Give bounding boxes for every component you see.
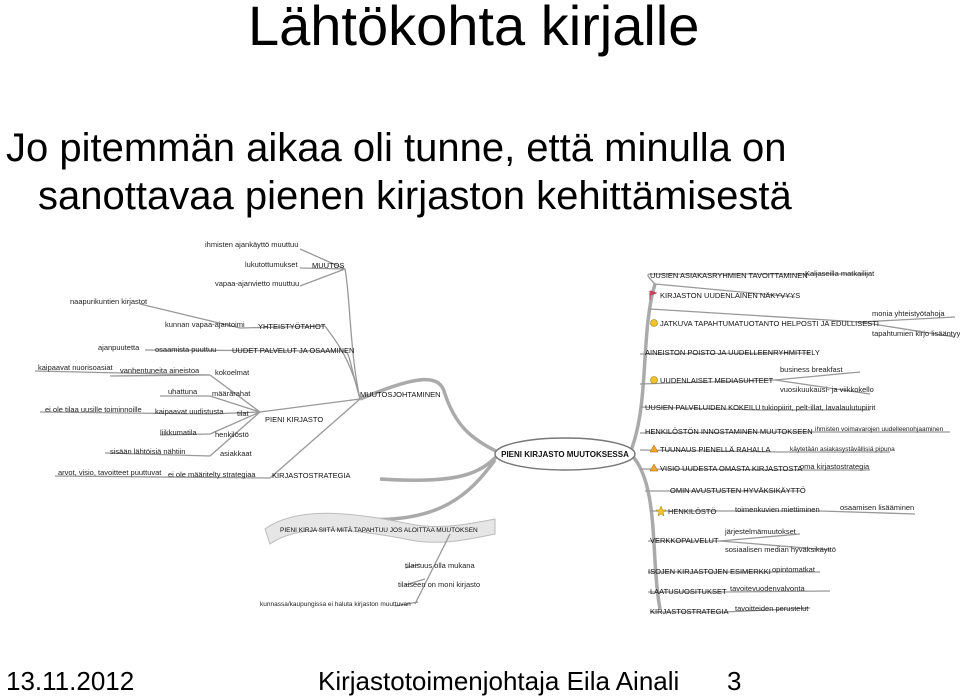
mm-right-leaf-8: oma kirjastostrategia [800,462,870,471]
mm-right-branch-14: KIRJASTOSTRATEGIA [650,607,729,616]
mm-left-leaf-20: ei ole määritelty strategiaa [168,470,256,479]
mm-left-leaf-4: kunnan vapaa-ajantoimi [165,320,245,329]
mm-right-leaf-7: käytetään asiakasystävällisiä pipuna [790,446,895,453]
mm-left-leaf-21: tilaisuus olla mukana [405,561,475,570]
mm-left-leaf-6: osaamista puuttuu [155,345,217,354]
mindmap-image [0,234,960,629]
mindmap-center-label: PIENI KIRJASTO MUUTOKSESSA [501,450,629,459]
mm-left-branch-6: PIENI KIRJA SIITÄ MITÄ TAPAHTUU JOS ALOITTAA MUUTOKSEN [280,527,478,534]
mm-right-leaf-11: järjestelmämuutokset [725,527,796,536]
mm-left-branch-5: KIRJASTOSTRATEGIA [272,471,351,480]
mm-left-leaf-19: arvot, visio, tavoitteet puuttuvat [58,468,162,477]
mm-left-branch-4: PIENI KIRJASTO [265,415,324,424]
mm-right-branch-13: LAATUSUOSITUKSET [650,587,727,596]
mm-left-leaf-2: vapaa-ajanvietto muuttuu [215,279,300,288]
mm-left-leaf-9: kokoelmat [215,368,250,377]
mm-left-leaf-8: vanhentuneita aineistoa [120,366,200,375]
mm-left-branch-1: YHTEISTYÖTAHOT [258,322,326,331]
mm-right-leaf-14: tavoitevuodenvalvonta [730,584,805,593]
mm-left-leaf-3: naapurikuntien kirjastot [70,297,148,306]
mm-right-leaf-3: business breakfast [780,365,843,374]
footer-author: Kirjastotoimenjohtaja Eila Ainali [318,666,680,696]
mm-left-branch-3: MUUTOSJOHTAMINEN [360,390,441,399]
mm-right-branch-12: ISOJEN KIRJASTOJEN ESIMERKKI [648,567,771,576]
mm-right-branch-10: HENKILÖSTÖ [668,507,717,516]
mm-right-leaf-4: vuosikuukausi- ja viikkokello [780,385,874,394]
mm-right-leaf-12: sosiaalisen median hyväksikäyttö [725,545,836,554]
mm-left-leaf-5: ajanpuutetta [98,343,140,352]
mm-left-leaf-11: määrärahat [212,389,251,398]
footer-date: 13.11.2012 [6,666,135,696]
mindmap-center-node [495,438,635,470]
mm-right-branch-4: UUDENLAISET MEDIASUHTEET [660,376,774,385]
mm-right-branch-11: VERKKOPALVELUT [650,536,719,545]
mm-warning-icon [650,445,658,452]
mm-right-leaf-2: tapahtumien kirjo lisääntyy [872,329,960,338]
mm-left-leaf-13: kaipaavat uudistusta [155,407,224,416]
mm-left-leaf-15: liikkumatila [160,428,197,437]
mm-left-leaf-1: lukutottumukset [245,260,298,269]
mm-left-branch-0: MUUTOS [312,261,345,270]
mm-left-leaf-18: sisään lähtöisiä nähtiin [110,447,186,456]
mm-bulb-icon [651,377,658,384]
mm-right-leaf-9: toimenkuvien miettiminen [735,505,820,514]
mm-right-branch-6: HENKILÖSTÖN INNOSTAMINEN MUUTOKSEEN [645,427,813,436]
bullet-line-1: Jo pitemmän aikaa oli tunne, että minulla on [6,126,787,170]
mm-star-icon [656,506,666,516]
mm-right-branch-2: JATKUVA TAPAHTUMATUOTANTO HELPOSTI JA EDULLISESTI [660,319,879,328]
mm-right-branch-5: UUSIEN PALVELUIDEN KOKEILU [645,403,761,412]
mm-warning-icon [650,464,658,471]
mm-right-leaf-1: monia yhteistyötahoja [872,309,945,318]
mm-right-leaf-10: osaamisen lisääminen [840,503,915,512]
mm-right-branch-9: OMIN AVUSTUSTEN HYVÄKSIKÄYTTÖ [670,486,806,495]
mm-left-leaf-12: ei ole tilaa uusille toiminnoille [45,405,142,414]
mm-right-leaf-0: Kaljaseilla matkailijat [805,269,875,278]
mm-right-leaf-15: tavoitteiden perustelut [735,604,809,613]
mm-left-leaf-14: tilat [237,409,249,418]
mm-left-leaf-16: henkilöstö [215,430,249,439]
mm-right-leaf-5: tukiopiirit, pelt-illat, lavalaulutupiirit [762,403,876,412]
mm-right-branch-0: UUSIEN ASIAKASRYHMIEN TAVOITTAMINEN [650,271,808,280]
mm-right-branch-8: VISIO UUDESTA OMASTA KIRJASTOSTA [660,464,803,473]
mm-left-branch-2: UUDET PALVELUT JA OSAAMINEN [232,346,355,355]
mm-left-leaf-22: tilaiseen on moni kirjasto [398,580,481,589]
slide-title: Lähtökohta kirjalle [248,0,700,57]
footer-page-number: 3 [727,666,742,696]
mm-right-leaf-13: opintomatkat [772,565,815,574]
mm-left-leaf-10: uhattuna [168,387,198,396]
mm-right-branch-7: TUUNAUS PIENELLÄ RAHALLA [660,445,771,454]
mm-right-branch-3: AINEISTON POISTO JA UUDELLEENRYHMITTELY [645,348,820,357]
mm-right-leaf-6: ihmisten voimavarojen uudelleenohjaaminen [815,426,944,433]
mm-left-leaf-7: kaipaavat nuorisoasiat [38,363,113,372]
mm-left-leaf-23: kunnassa/kaupungissa ei haluta kirjaston muuttuvan [260,601,411,608]
mm-bulb-icon [651,320,658,327]
mm-right-branch-1: KIRJASTON UUDENLAINEN NÄKYVYYS [660,291,801,300]
mm-left-leaf-0: ihmisten ajankäyttö muuttuu [205,240,299,249]
bullet-line-2: sanottavaa pienen kirjaston kehittämisestä [38,174,792,218]
mm-left-leaf-17: asiakkaat [220,449,252,458]
